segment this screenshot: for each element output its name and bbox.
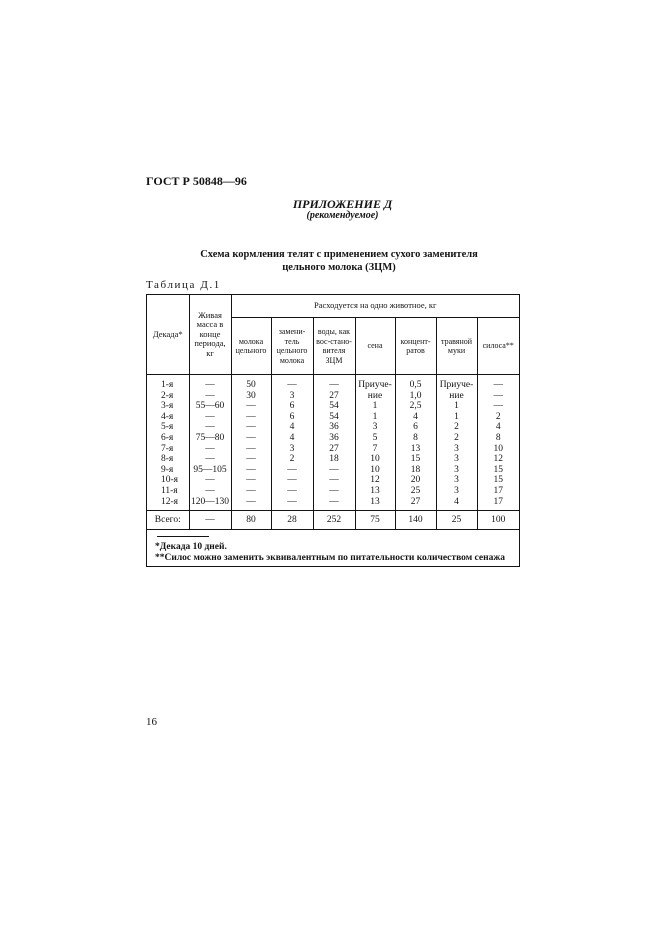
mass-cell: — xyxy=(189,375,231,391)
value-cell: 8 xyxy=(495,432,501,443)
value-cell: 4 xyxy=(495,422,501,433)
col-header: сена xyxy=(355,318,395,375)
value-cell: 15 xyxy=(493,464,503,475)
value-cell: 2 xyxy=(495,411,501,422)
footnote-silage: **Силос можно заменить эквивалентным по питательности количеством сенажа xyxy=(155,553,505,564)
value-cell: 3 xyxy=(271,391,313,402)
value-cell: 17 xyxy=(493,485,503,496)
decade-cell: 12-я xyxy=(147,497,189,511)
value-cell: Приуче- xyxy=(355,375,395,391)
value-cell: 36 xyxy=(313,433,355,444)
value-cell: 1 xyxy=(355,412,395,423)
value-cell: — xyxy=(271,497,313,511)
value-cell: — xyxy=(231,465,271,476)
value-cell: 4 xyxy=(436,497,477,511)
appendix-subtitle: (рекомендуемое) xyxy=(306,210,379,221)
feeding-table-frame xyxy=(146,294,520,567)
appendix-title: ПРИЛОЖЕНИЕ Д xyxy=(292,197,393,211)
table-row xyxy=(147,412,519,423)
decade-cell: 11-я xyxy=(147,486,189,497)
value-cell: — xyxy=(271,375,313,391)
page-number: 16 xyxy=(146,716,157,728)
value-cell: 10 xyxy=(493,443,503,454)
value-cell: 54 xyxy=(313,401,355,412)
value-cell: 15 xyxy=(493,475,503,486)
value-cell: 17 xyxy=(493,496,503,507)
header-row-top xyxy=(147,295,519,318)
table-row xyxy=(147,401,519,412)
value-cell: 1,0 xyxy=(395,391,436,402)
decade-cell: 8-я xyxy=(147,454,189,465)
value-cell: — xyxy=(313,375,355,391)
mass-cell: — xyxy=(189,391,231,402)
total-row xyxy=(147,511,519,530)
total-cell: — xyxy=(189,511,231,530)
value-cell: — xyxy=(271,486,313,497)
value-cell: 27 xyxy=(395,497,436,511)
value-cell: 4 xyxy=(271,422,313,433)
total-cell: 25 xyxy=(436,511,477,530)
value-cell: 36 xyxy=(313,422,355,433)
col-header: травяной муки xyxy=(436,318,477,375)
value-cell: 27 xyxy=(313,444,355,455)
table-row xyxy=(147,454,519,465)
value-cell: — xyxy=(231,401,271,412)
mass-cell: — xyxy=(189,486,231,497)
value-cell: 0,5 xyxy=(395,375,436,391)
value-cell: Приуче- xyxy=(436,375,477,391)
value-cell: 4 xyxy=(395,412,436,423)
value-cell: 25 xyxy=(395,486,436,497)
value-cell: 3 xyxy=(436,475,477,486)
decade-cell: 5-я xyxy=(147,422,189,433)
col-header: замени-тель цельного молока xyxy=(271,318,313,375)
decade-cell: 10-я xyxy=(147,475,189,486)
total-cell: 80 xyxy=(231,511,271,530)
table-row xyxy=(147,465,519,476)
value-cell: 13 xyxy=(355,486,395,497)
mass-cell: — xyxy=(189,412,231,423)
value-cell: 54 xyxy=(313,412,355,423)
value-cell: 8 xyxy=(395,433,436,444)
value-cell: 2 xyxy=(271,454,313,465)
value-cell: 4 xyxy=(271,433,313,444)
value-cell: 6 xyxy=(271,412,313,423)
mass-cell: 120—130 xyxy=(189,497,231,511)
value-cell: 6 xyxy=(271,401,313,412)
value-cell: — xyxy=(493,390,503,401)
value-cell: — xyxy=(271,465,313,476)
value-cell: 7 xyxy=(355,444,395,455)
table-row xyxy=(147,433,519,444)
standard-code: ГОСТ Р 50848—96 xyxy=(146,174,247,188)
value-cell: 6 xyxy=(395,422,436,433)
mass-cell: 75—80 xyxy=(189,433,231,444)
value-cell: 1 xyxy=(436,412,477,423)
col-header: воды, как вос-стано-вителя ЗЦМ xyxy=(313,318,355,375)
value-cell: 18 xyxy=(313,454,355,465)
value-cell: 3 xyxy=(436,465,477,476)
value-cell: — xyxy=(313,486,355,497)
value-cell: — xyxy=(231,497,271,511)
total-cell: 140 xyxy=(395,511,436,530)
value-cell: — xyxy=(231,454,271,465)
value-cell: — xyxy=(231,433,271,444)
table-body xyxy=(147,375,519,511)
value-cell: — xyxy=(313,497,355,511)
value-cell: 3 xyxy=(436,454,477,465)
value-cell: 3 xyxy=(355,422,395,433)
decade-cell: 4-я xyxy=(147,412,189,423)
value-cell: ние xyxy=(355,391,395,402)
table-notes xyxy=(147,529,519,567)
table-row xyxy=(147,391,519,402)
value-cell: 3 xyxy=(436,444,477,455)
value-cell: 12 xyxy=(355,475,395,486)
col-header: концент-ратов xyxy=(395,318,436,375)
value-cell: — xyxy=(231,412,271,423)
value-cell: — xyxy=(231,422,271,433)
table-row xyxy=(147,475,519,486)
value-cell: 20 xyxy=(395,475,436,486)
value-cell: 1 xyxy=(436,401,477,412)
notes-divider xyxy=(157,536,209,537)
total-cell: 100 xyxy=(477,511,519,530)
scheme-title-line1: Схема кормления телят с применением сухого заменителя xyxy=(200,249,478,260)
value-cell: 50 xyxy=(231,375,271,391)
value-cell: ние xyxy=(436,391,477,402)
group-header: Расходуется на одно животное, кг xyxy=(231,295,519,318)
value-cell: 12 xyxy=(493,454,503,465)
table-row xyxy=(147,422,519,433)
mass-cell: 95—105 xyxy=(189,465,231,476)
value-cell: — xyxy=(313,475,355,486)
total-cell: 28 xyxy=(271,511,313,530)
total-cell: 252 xyxy=(313,511,355,530)
value-cell: — xyxy=(493,380,503,390)
value-cell: 10 xyxy=(355,465,395,476)
value-cell: — xyxy=(313,465,355,476)
scheme-title xyxy=(196,248,482,274)
mass-cell: — xyxy=(189,475,231,486)
decade-cell: 6-я xyxy=(147,433,189,444)
table-label: Таблица Д.1 xyxy=(146,279,221,291)
value-cell: 1 xyxy=(355,401,395,412)
value-cell: 3 xyxy=(271,444,313,455)
value-cell: 3 xyxy=(436,486,477,497)
footnote-decade: *Декада 10 дней. xyxy=(155,542,227,553)
value-cell: 13 xyxy=(355,497,395,511)
value-cell: 13 xyxy=(395,444,436,455)
value-cell: — xyxy=(231,444,271,455)
mass-cell: 55—60 xyxy=(189,401,231,412)
col-header: силоса** xyxy=(477,318,519,375)
value-cell: 5 xyxy=(355,433,395,444)
col-mass-header: Живая масса в конце периода, кг xyxy=(189,295,231,375)
scheme-title-line2: цельного молока (ЗЦМ) xyxy=(282,262,396,273)
value-cell: 10 xyxy=(355,454,395,465)
decade-cell: 3-я xyxy=(147,401,189,412)
value-cell: 2,5 xyxy=(395,401,436,412)
table-row xyxy=(147,375,519,391)
total-cell: 75 xyxy=(355,511,395,530)
decade-cell: 7-я xyxy=(147,444,189,455)
feeding-table xyxy=(147,295,519,529)
value-cell: — xyxy=(493,401,503,412)
table-row xyxy=(147,444,519,455)
decade-cell: 2-я xyxy=(147,391,189,402)
decade-cell: 1-я xyxy=(147,375,189,391)
col-decade-header: Декада* xyxy=(147,295,189,375)
value-cell: 2 xyxy=(436,422,477,433)
value-cell: 30 xyxy=(231,391,271,402)
value-cell: 2 xyxy=(436,433,477,444)
value-cell: — xyxy=(231,475,271,486)
value-cell: — xyxy=(231,486,271,497)
mass-cell: — xyxy=(189,422,231,433)
mass-cell: — xyxy=(189,454,231,465)
value-cell: — xyxy=(271,475,313,486)
col-header: молока цельного xyxy=(231,318,271,375)
value-cell: 27 xyxy=(313,391,355,402)
value-cell: 18 xyxy=(395,465,436,476)
table-row xyxy=(147,486,519,497)
mass-cell: — xyxy=(189,444,231,455)
total-cell: Всего: xyxy=(147,511,189,530)
table-row xyxy=(147,497,519,511)
decade-cell: 9-я xyxy=(147,465,189,476)
value-cell: 15 xyxy=(395,454,436,465)
